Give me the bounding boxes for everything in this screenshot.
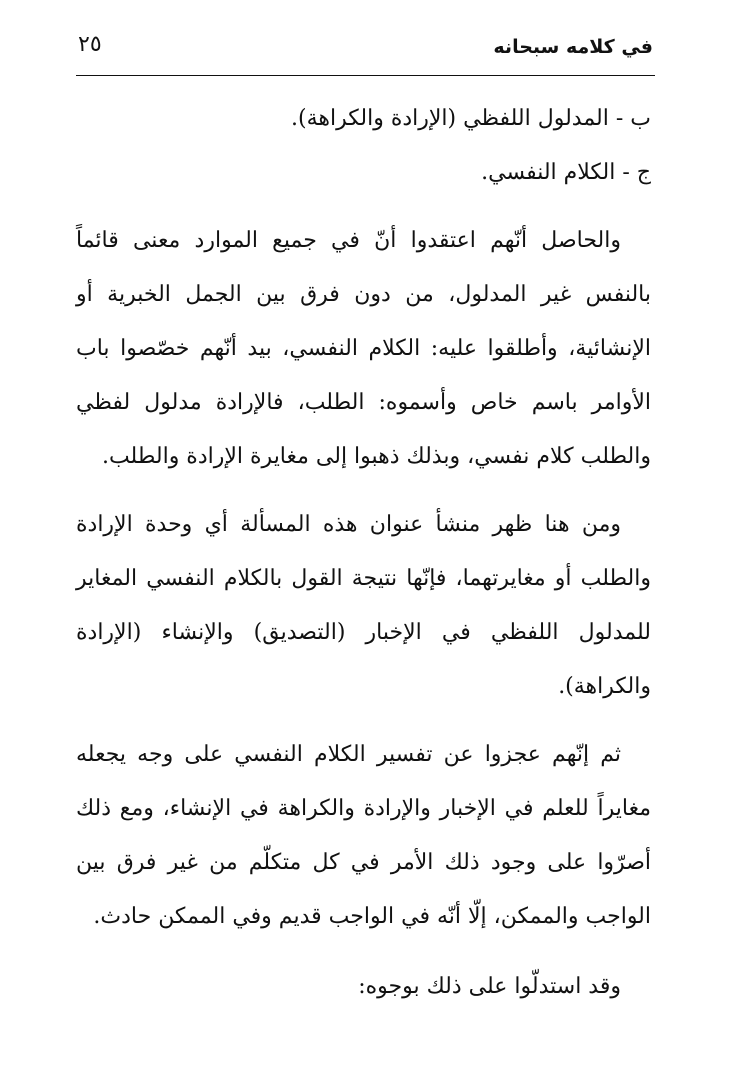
closing-line: وقد استدلّوا على ذلك بوجوه: bbox=[358, 974, 621, 999]
paragraph-1: والحاصل أنّهم اعتقدوا أنّ في جميع الموارد معنى قائماً بالنفس غير المدلول، من دون فرق بين الجمل الخبرية أو الإنشائية، وأطلقوا عليه: الكلام النفسي، بيد أنّهم خصّصوا باب الأوامر باسم خاص وأسموه: الطلب، فالإرادة مدلول لفظي والطلب كلام نفسي، وبذلك ذهبوا إلى مغايرة الإرادة والطلب. bbox=[76, 228, 651, 469]
paragraph-3: ثم إنّهم عجزوا عن تفسير الكلام النفسي على وجه يجعله مغايراً للعلم في الإخبار والإرادة والكراهة في الإنشاء، ومع ذلك أصرّوا على وجود ذلك الأمر في كل متكلّم من غير فرق بين الواجب والممكن، إلّا أنّه في الواجب قديم وفي الممكن حادث. bbox=[76, 742, 651, 929]
running-head: في كلامه سبحانه bbox=[493, 36, 653, 58]
paragraph-2: ومن هنا ظهر منشأ عنوان هذه المسألة أي وحدة الإرادة والطلب أو مغايرتهما، فإنّها نتيجة القول بالكلام النفسي المغاير للمدلول اللفظي في الإخبار (التصديق) والإنشاء (الإرادة والكراهة). bbox=[76, 512, 651, 699]
page-number: ٢٥ bbox=[78, 32, 102, 57]
list-item-b: ب - المدلول اللفظي (الإرادة والكراهة). bbox=[291, 106, 651, 131]
list-item-j: ج - الكلام النفسي. bbox=[481, 160, 651, 185]
page-body bbox=[76, 92, 651, 1036]
page-header bbox=[78, 30, 653, 70]
header-rule bbox=[76, 75, 655, 76]
